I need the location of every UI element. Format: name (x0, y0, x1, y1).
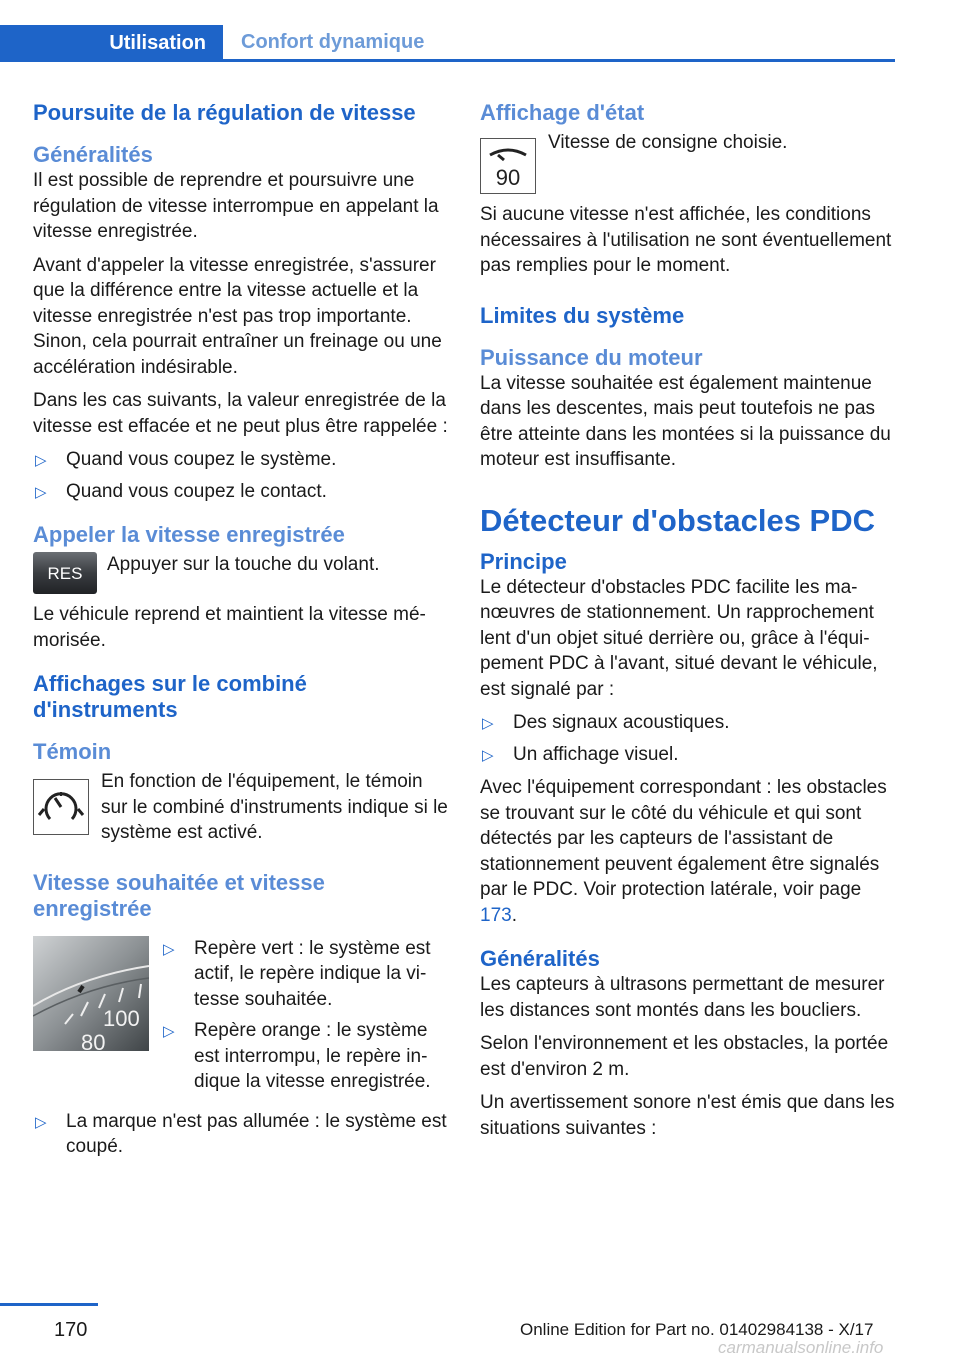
bullet-list (480, 710, 898, 767)
triangle-bullet-icon: ▷ (35, 483, 47, 501)
list-item: ▷ Un affichage visuel. (480, 742, 898, 768)
watermark: carmanualsonline.info (718, 1338, 884, 1357)
heading-vitesse: Vitesse souhaitée et vitesse enregistrée (33, 869, 325, 921)
heading-temoin: Témoin (33, 739, 112, 764)
paragraph: Avec l'équipement correspondant : les obstacles se trouvant sur le côté du véhicule et qui sont détectés par les capteurs de l'assistant de stationnement peuvent également être signalés par le PDC. Voir protection latérale, voir page 173. (480, 777, 887, 926)
svg-text:90: 90 (495, 165, 521, 190)
cruise-control-indicator-icon (33, 779, 89, 835)
right-column (480, 100, 898, 1149)
paragraph: Selon l'environnement et les obstacles, la portée est d'environ 2 m. (480, 1033, 889, 1080)
page-link[interactable]: 173 (480, 904, 512, 926)
speedometer-image (33, 936, 149, 1051)
tab-confort-dynamique[interactable]: Confort dynamique (241, 30, 425, 53)
triangle-bullet-icon: ▷ (163, 940, 175, 958)
footer-rule (0, 1303, 98, 1306)
heading-pdc: Détecteur d'obstacles PDC (480, 502, 875, 538)
list-item: ▷ Repère orange : le système est interrompu, le repère indique la vitesse enregistrée. (163, 1020, 431, 1092)
paragraph: Un avertissement sonore n'est émis que dans les situations suivantes : (480, 1092, 895, 1139)
triangle-bullet-icon: ▷ (35, 452, 47, 469)
heading-limites: Limites du système (480, 302, 685, 328)
triangle-bullet-icon: ▷ (163, 1023, 175, 1040)
heading-affichages: Affichages sur le combiné d'instruments (33, 671, 307, 722)
top-tab-bar (0, 25, 895, 62)
list-item: ▷ La marque n'est pas allumée : le système est coupé. (35, 1110, 447, 1157)
bullet-list (33, 1109, 448, 1160)
heading-generalites-pdc: Généralités (480, 946, 600, 971)
paragraph: Si aucune vitesse n'est affichée, les conditions nécessaires à l'utilisation ne sont éventuellement pas remplies pour le moment. (480, 204, 892, 276)
list-item: ▷ Quand vous coupez le contact. (33, 479, 448, 505)
triangle-bullet-icon: ▷ (35, 1113, 47, 1131)
heading-puissance: Puissance du moteur (480, 344, 703, 370)
paragraph: La vitesse souhaitée est également maintenue dans les descentes, mais peut toutefois ne pas être atteinte dans les montées si la puissance du moteur est insuffisante. (480, 372, 891, 470)
temoin-row (33, 769, 448, 846)
left-column (33, 100, 448, 1168)
speed-display-row (480, 130, 898, 194)
bullet-list (161, 936, 448, 1101)
heading-generalites: Généralités (33, 142, 153, 167)
set-speed-description: Vitesse de consigne choisie. (548, 132, 788, 153)
svg-text:RES: RES (47, 564, 83, 583)
svg-text:100: 100 (103, 1005, 140, 1031)
list-item: ▷ Quand vous coupez le système. (33, 447, 448, 473)
bullet-list (33, 447, 448, 504)
set-speed-icon (480, 138, 536, 194)
paragraph: Le véhicule reprend et maintient la vitesse mémorisée. (33, 604, 426, 651)
res-row (33, 552, 448, 594)
svg-text:80: 80 (81, 1029, 106, 1051)
heading-appeler: Appeler la vitesse enregistrée (33, 522, 345, 547)
list-item: ▷ Repère vert : le système est actif, le repère indique la vitesse souhaitée. (163, 937, 431, 1010)
paragraph: Les capteurs à ultrasons permettant de mesurer les distances sont montés dans les boucliers. (480, 974, 885, 1021)
list-item: ▷ Des signaux acoustiques. (480, 710, 898, 736)
paragraph: Dans les cas suivants, la valeur enregistrée de la vitesse est effacée et ne peut plus être rappelée : (33, 390, 448, 437)
triangle-bullet-icon: ▷ (482, 715, 494, 732)
triangle-bullet-icon: ▷ (482, 746, 494, 764)
res-instruction: Appuyer sur la touche du volant. (107, 554, 380, 575)
res-button-icon (33, 552, 97, 594)
tab-utilisation[interactable]: Utilisation (0, 25, 223, 62)
temoin-description: En fonction de l'équipement, le témoin sur le combiné d'instruments indique si le système est activé. (101, 771, 448, 843)
paragraph: Il est possible de reprendre et poursuivre une régulation de vitesse interrompue en appelant la vitesse enregistrée. (33, 170, 439, 242)
speedo-row (33, 936, 448, 1101)
page-number: 170 (54, 1319, 88, 1341)
heading-principe: Principe (480, 548, 567, 574)
paragraph: Avant d'appeler la vitesse enregistrée, s'assurer que la différence entre la vitesse actuelle et la vitesse enregistrée n'est pas trop importante. Sinon, cela pourrait entraîner un freinage ou une accélération indésirable. (33, 254, 442, 378)
paragraph: Le détecteur d'obstacles PDC facilite les manœuvres de stationnement. Un rapprochement lent d'un objet situé derrière ou, grâce à l'équipement PDC à l'avant, situé devant le véhicule, est signalé par : (480, 576, 878, 700)
heading-affichage-etat: Affichage d'état (480, 100, 645, 125)
heading-poursuite: Poursuite de la régulation de vitesse (33, 100, 416, 125)
edition-note: Online Edition for Part no. 01402984138 - X/17 (520, 1320, 874, 1339)
top-rule (0, 59, 895, 62)
